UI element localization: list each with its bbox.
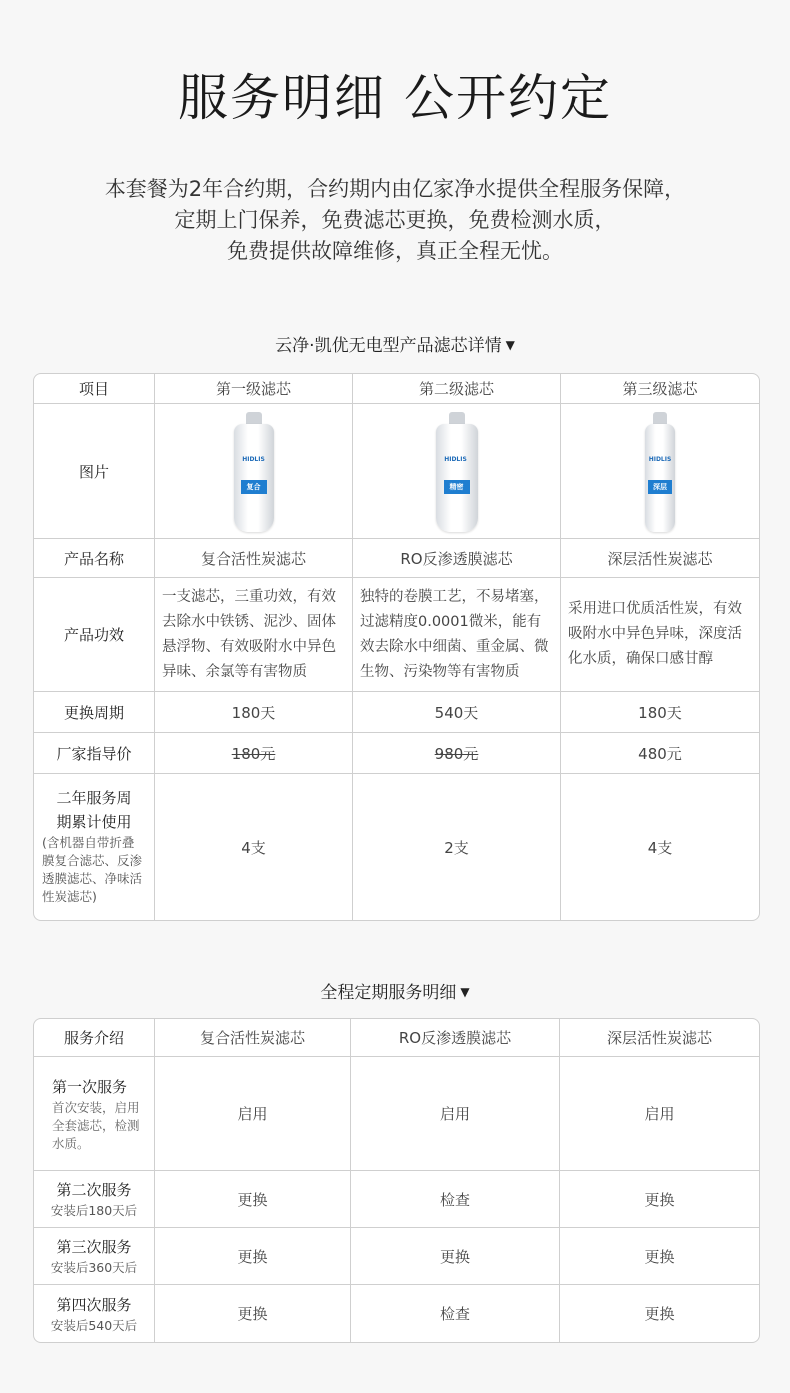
service-action: 更换 [155, 1285, 351, 1342]
service-action: 更换 [644, 1305, 675, 1323]
service-action: 更换 [155, 1228, 351, 1285]
service-label: 第二次服务 [56, 1181, 132, 1199]
page-title: 服务明细 公开约定 [178, 69, 612, 127]
service-action: 更换 [155, 1171, 351, 1228]
filter-image-cell [561, 404, 759, 539]
product-effect: 一支滤芯，三重功效，有效去除水中铁锈、泥沙、固体悬浮物、有效吸附水中异色异味、余氯等有害物质 [155, 578, 353, 692]
table-header-row [34, 374, 759, 404]
triangle-down-icon: ▼ [505, 338, 515, 352]
row-label [34, 1057, 155, 1171]
filter-tag: 复合 [241, 480, 267, 494]
usage-label: 二年服务周期累计使用 [56, 789, 132, 831]
table-row [34, 1285, 759, 1342]
service-action: 启用 [351, 1057, 560, 1171]
product-effect: 采用进口优质活性炭，有效吸附水中异色异味，深度活化水质，确保口感甘醇 [561, 578, 759, 692]
row-label: 产品功效 [34, 578, 155, 692]
service-action: 启用 [155, 1057, 351, 1171]
table-row [34, 733, 759, 774]
replace-cycle: 540天 [353, 692, 561, 733]
header-cell: 深层活性炭滤芯 [560, 1019, 759, 1057]
guide-price [353, 733, 561, 774]
price-value: 180元 [231, 744, 276, 763]
header-cell: 服务介绍 [34, 1019, 155, 1057]
row-label: 产品名称 [34, 539, 155, 578]
service-sub: 安装后360天后 [50, 1260, 138, 1275]
row-label [34, 1285, 155, 1342]
section-title: 全程定期服务明细 [320, 983, 457, 1003]
intro-text [0, 174, 790, 267]
composite-filter-icon [234, 410, 274, 532]
service-sub: 安装后540天后 [50, 1317, 138, 1333]
table-row [34, 1228, 759, 1285]
intro-line: 定期上门保养，免费滤芯更换，免费检测水质， [174, 208, 616, 232]
product-name: 深层活性炭滤芯 [561, 539, 759, 578]
product-effect: 独特的卷膜工艺，不易堵塞，过滤精度0.0001微米，能有效去除水中细菌、重金属、微生物、污染物等有害物质 [353, 578, 561, 692]
service-label: 第一次服务 [52, 1077, 128, 1096]
header-cell: 第三级滤芯 [561, 374, 759, 404]
table-row [34, 774, 759, 920]
guide-price [561, 733, 759, 774]
table-header-row [34, 1019, 759, 1057]
row-label [34, 1171, 155, 1228]
service-sub: 安装后180天后 [50, 1203, 138, 1218]
price-value: 480元 [638, 744, 682, 763]
service-label: 第四次服务 [56, 1295, 132, 1314]
section-title: 云净·凯优无电型产品滤芯详情 [275, 336, 502, 356]
filter-brand: HIDLIS [444, 456, 467, 463]
service-action: 更换 [560, 1171, 759, 1228]
service-action: 检查 [351, 1171, 560, 1228]
filter-details-table [33, 373, 760, 921]
header-cell: 项目 [34, 374, 155, 404]
replace-cycle: 180天 [561, 692, 759, 733]
table-row [34, 404, 759, 539]
table-row [34, 1171, 759, 1228]
table-row [34, 692, 759, 733]
precision-filter-icon [436, 410, 478, 532]
service-action: 检查 [351, 1285, 560, 1342]
service-action: 更换 [351, 1228, 560, 1285]
row-label [34, 774, 155, 920]
usage-count: 4支 [647, 838, 673, 857]
filter-details-heading [0, 331, 790, 356]
triangle-down-icon: ▼ [460, 985, 470, 999]
service-details-heading [0, 978, 790, 1003]
filter-image-cell [155, 404, 353, 539]
service-action: 启用 [560, 1057, 759, 1171]
header-cell: 第二级滤芯 [353, 374, 561, 404]
price-value: 980元 [434, 744, 479, 763]
intro-line: 本套餐为2年合约期，合约期内由亿家净水提供全程服务保障， [104, 177, 686, 201]
product-name: 复合活性炭滤芯 [155, 539, 353, 578]
service-schedule-table [33, 1018, 760, 1343]
intro-line: 免费提供故障维修，真正全程无忧。 [227, 239, 563, 263]
filter-brand: HIDLIS [242, 456, 265, 463]
service-label: 第三次服务 [56, 1238, 132, 1256]
filter-tag: 精密 [444, 480, 470, 494]
row-label [34, 1228, 155, 1285]
header-cell: 第一级滤芯 [155, 374, 353, 404]
product-name: RO反渗透膜滤芯 [353, 539, 561, 578]
filter-brand: HIDLIS [648, 456, 672, 463]
deep-filter-icon [645, 410, 675, 532]
row-label: 更换周期 [34, 692, 155, 733]
header-cell: 复合活性炭滤芯 [155, 1019, 351, 1057]
row-label: 厂家指导价 [34, 733, 155, 774]
usage-count: 4支 [155, 774, 353, 920]
table-row [34, 1057, 759, 1171]
service-action: 更换 [560, 1228, 759, 1285]
table-row [34, 539, 759, 578]
service-sub: 首次安装，启用全套滤芯，检测水质。 [52, 1099, 140, 1151]
usage-note: (含机器自带折叠膜复合滤芯、反渗透膜滤芯、净味活性炭滤芯) [42, 835, 143, 904]
replace-cycle: 180天 [155, 692, 353, 733]
header-cell: RO反渗透膜滤芯 [351, 1019, 560, 1057]
usage-count: 2支 [353, 774, 561, 920]
filter-tag: 深层 [648, 480, 672, 494]
filter-image-cell [353, 404, 561, 539]
row-label: 图片 [34, 404, 155, 539]
guide-price [155, 733, 353, 774]
table-row [34, 578, 759, 692]
